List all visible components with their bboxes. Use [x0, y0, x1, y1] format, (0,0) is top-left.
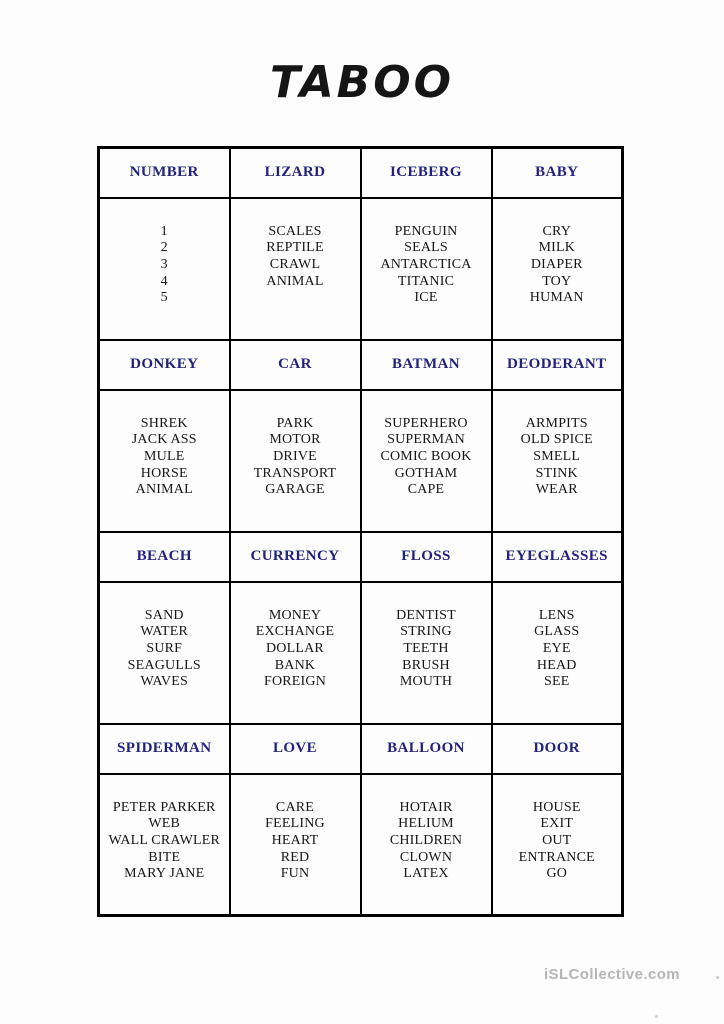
taboo-word: LATEX	[403, 866, 449, 882]
taboo-word: DENTIST	[396, 607, 456, 623]
taboo-word: SEE	[544, 674, 570, 690]
taboo-word: SEALS	[404, 240, 448, 256]
taboo-word: HOUSE	[532, 799, 581, 815]
taboo-word: WALL CRAWLER	[108, 832, 221, 848]
taboo-word: HORSE	[140, 465, 188, 481]
card-header-door: DOOR	[492, 724, 623, 774]
taboo-word: EXCHANGE	[255, 624, 335, 640]
card-words-deoderant	[492, 390, 623, 532]
card-header-row	[99, 532, 623, 582]
taboo-word: CHILDREN	[389, 832, 463, 848]
card-words-car	[230, 390, 361, 532]
card-header-eyeglasses: EYEGLASSES	[492, 532, 623, 582]
page-title: TABOO	[270, 57, 454, 108]
taboo-word: HELIUM	[398, 816, 454, 832]
taboo-word: PENGUIN	[394, 223, 458, 239]
taboo-word: WEAR	[535, 482, 578, 498]
card-words-batman	[361, 390, 492, 532]
taboo-word: EYE	[542, 640, 571, 656]
taboo-word: FEELING	[265, 816, 325, 832]
taboo-word: MULE	[144, 448, 185, 464]
card-header-floss: FLOSS	[361, 532, 492, 582]
taboo-word: 4	[160, 273, 168, 289]
taboo-word: SURF	[146, 640, 183, 656]
card-words-iceberg	[361, 198, 492, 340]
taboo-word: ARMPITS	[525, 415, 588, 431]
taboo-word: GOTHAM	[394, 465, 458, 481]
card-header-balloon: BALLOON	[361, 724, 492, 774]
taboo-word: WATER	[140, 624, 189, 640]
card-words-beach	[99, 582, 230, 724]
taboo-word: DOLLAR	[266, 640, 324, 656]
card-words-row	[99, 774, 623, 916]
footer-brand-text: iSLCollective.com	[543, 966, 680, 983]
taboo-word: TITANIC	[397, 273, 455, 289]
taboo-card-table	[97, 146, 624, 917]
card-header-currency: CURRENCY	[230, 532, 361, 582]
card-words-currency	[230, 582, 361, 724]
taboo-word: MILK	[538, 240, 576, 256]
taboo-word: GARAGE	[265, 482, 325, 498]
card-words-balloon	[361, 774, 492, 916]
taboo-word: MONEY	[268, 607, 322, 623]
taboo-word: MARY JANE	[124, 866, 205, 882]
taboo-word: BANK	[274, 657, 316, 673]
card-words-row	[99, 198, 623, 340]
taboo-word: STINK	[535, 465, 578, 481]
taboo-word: CRAWL	[269, 256, 321, 272]
taboo-word: HEAD	[536, 657, 577, 673]
taboo-word: DIAPER	[530, 256, 583, 272]
card-words-baby	[492, 198, 623, 340]
card-header-love: LOVE	[230, 724, 361, 774]
taboo-word: ANIMAL	[135, 482, 193, 498]
card-header-iceberg: ICEBERG	[361, 148, 492, 198]
taboo-word: HUMAN	[529, 290, 584, 306]
footer-watermark	[544, 966, 680, 983]
card-header-row	[99, 340, 623, 390]
card-words-door	[492, 774, 623, 916]
card-words-number	[99, 198, 230, 340]
taboo-word: JACK ASS	[131, 432, 197, 448]
taboo-word: 5	[160, 290, 168, 306]
card-header-car: CAR	[230, 340, 361, 390]
card-words-row	[99, 582, 623, 724]
taboo-word: TOY	[542, 273, 572, 289]
taboo-word: RED	[280, 849, 310, 865]
card-header-deoderant: DEODERANT	[492, 340, 623, 390]
taboo-word: PARK	[276, 415, 314, 431]
taboo-word: ANTARCTICA	[380, 256, 472, 272]
card-header-number: NUMBER	[99, 148, 230, 198]
card-header-row	[99, 148, 623, 198]
taboo-word: SEAGULLS	[127, 657, 201, 673]
taboo-word: DRIVE	[273, 448, 317, 464]
card-words-eyeglasses	[492, 582, 623, 724]
card-header-donkey: DONKEY	[99, 340, 230, 390]
taboo-word: EXIT	[540, 816, 574, 832]
taboo-word: SCALES	[268, 223, 322, 239]
taboo-word: WAVES	[140, 674, 188, 690]
taboo-word: SAND	[144, 607, 184, 623]
taboo-word: WEB	[148, 816, 181, 832]
taboo-word: GO	[546, 866, 568, 882]
taboo-word: FUN	[280, 866, 310, 882]
taboo-word: MOUTH	[399, 674, 453, 690]
taboo-word: 2	[160, 240, 168, 256]
taboo-word: 1	[160, 223, 168, 239]
card-words-donkey	[99, 390, 230, 532]
card-words-spiderman	[99, 774, 230, 916]
taboo-word: STRING	[400, 624, 452, 640]
taboo-word: SUPERHERO	[384, 415, 468, 431]
artifact-dot	[716, 976, 719, 979]
card-header-baby: BABY	[492, 148, 623, 198]
taboo-word: OLD SPICE	[520, 432, 593, 448]
taboo-word: CAPE	[407, 482, 445, 498]
taboo-word: SUPERMAN	[387, 432, 465, 448]
taboo-word: BITE	[148, 849, 181, 865]
taboo-word: 3	[160, 256, 168, 272]
card-words-lizard	[230, 198, 361, 340]
taboo-word: COMIC BOOK	[380, 448, 472, 464]
card-header-row	[99, 724, 623, 774]
taboo-word: PETER PARKER	[112, 799, 216, 815]
artifact-dot	[655, 1015, 658, 1018]
taboo-card-table-body	[99, 148, 623, 916]
taboo-word: LENS	[538, 607, 575, 623]
taboo-word: GLASS	[534, 624, 580, 640]
taboo-word: TEETH	[403, 640, 449, 656]
card-header-beach: BEACH	[99, 532, 230, 582]
card-words-love	[230, 774, 361, 916]
taboo-word: SHREK	[140, 415, 188, 431]
taboo-word: ANIMAL	[266, 273, 324, 289]
taboo-word: ENTRANCE	[518, 849, 595, 865]
card-words-floss	[361, 582, 492, 724]
taboo-word: MOTOR	[269, 432, 321, 448]
taboo-word: OUT	[542, 832, 572, 848]
taboo-word: TRANSPORT	[253, 465, 337, 481]
taboo-word: CARE	[275, 799, 315, 815]
card-header-batman: BATMAN	[361, 340, 492, 390]
card-header-spiderman: SPIDERMAN	[99, 724, 230, 774]
taboo-word: CRY	[542, 223, 572, 239]
taboo-word: HOTAIR	[399, 799, 453, 815]
card-header-lizard: LIZARD	[230, 148, 361, 198]
taboo-word: REPTILE	[266, 240, 324, 256]
taboo-word: BRUSH	[402, 657, 450, 673]
taboo-word: HEART	[271, 832, 319, 848]
taboo-word: ICE	[414, 290, 438, 306]
taboo-word: CLOWN	[399, 849, 453, 865]
taboo-word: SMELL	[533, 448, 581, 464]
taboo-word: FOREIGN	[263, 674, 327, 690]
card-words-row	[99, 390, 623, 532]
